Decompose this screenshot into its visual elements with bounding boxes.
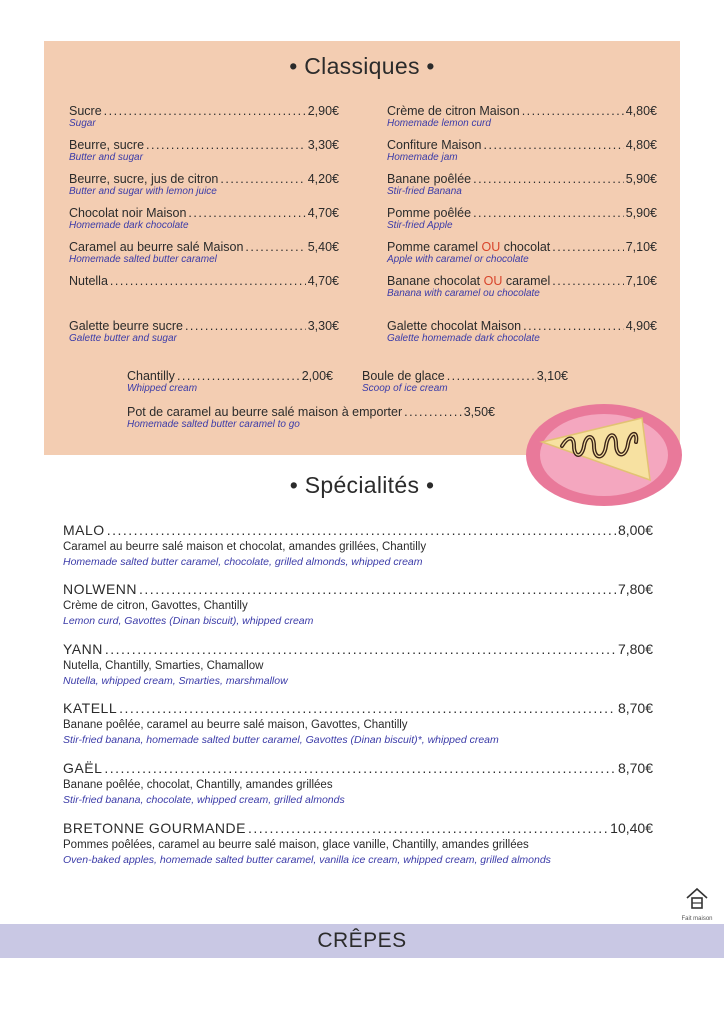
item-name: Crème de citron Maison: [387, 104, 520, 118]
item-price: 4,80€: [625, 138, 657, 152]
menu-item: [387, 104, 657, 129]
extra-item: [362, 369, 568, 394]
item-name: Galette beurre sucre: [69, 319, 183, 333]
specialty-item: [63, 581, 653, 629]
specialty-description: Pommes poêlées, caramel au beurre salé maison, glace vanille, Chantilly, amandes grillées: [63, 839, 529, 851]
specialty-english: Lemon curd, Gavottes (Dinan biscuit), whipped cream: [63, 615, 314, 627]
item-name: Banane poêlée: [387, 172, 472, 186]
specialty-description: Crème de citron, Gavottes, Chantilly: [63, 600, 248, 612]
item-english: Butter and sugar: [69, 152, 143, 163]
fait-maison-label: Fait maison: [681, 916, 713, 922]
specialty-name: MALO: [63, 522, 105, 538]
menu-item: [387, 240, 657, 265]
item-price: 4,70€: [307, 274, 339, 288]
crepes-footer-band: CRÊPES: [0, 924, 724, 958]
item-english: Whipped cream: [127, 383, 198, 394]
house-icon: [684, 886, 710, 910]
specialty-english: Oven-baked apples, homemade salted butter caramel, vanilla ice cream, whipped cream, grilled almonds: [63, 854, 551, 866]
or-word: OU: [481, 240, 501, 254]
menu-item: [69, 138, 339, 163]
item-english: Homemade lemon curd: [387, 118, 491, 129]
item-name: Pot de caramel au beurre salé maison à emporter: [127, 405, 403, 419]
item-english: Galette butter and sugar: [69, 333, 177, 344]
item-name: Nutella: [69, 274, 108, 288]
specialty-price: 8,00€: [617, 522, 653, 538]
specialty-english: Stir-fried banana, homemade salted butter caramel, Gavottes (Dinan biscuit)*, whipped cream: [63, 734, 499, 746]
or-word: OU: [483, 274, 503, 288]
item-name: Beurre, sucre: [69, 138, 145, 152]
item-price: 4,90€: [625, 319, 657, 333]
specialty-item: [63, 641, 653, 689]
specialty-description: Banane poêlée, caramel au beurre salé maison, Gavottes, Chantilly: [63, 719, 408, 731]
specialty-item: [63, 522, 653, 570]
specialites-title: • Spécialités •: [289, 472, 435, 498]
item-english: Banana with caramel ou chocolate: [387, 288, 540, 299]
menu-item: [69, 240, 339, 265]
specialty-english: Homemade salted butter caramel, chocolate, grilled almonds, whipped cream: [63, 556, 423, 568]
item-english: Scoop of ice cream: [362, 383, 448, 394]
item-name: Sucre: [69, 104, 102, 118]
specialty-price: 8,70€: [617, 760, 653, 776]
item-english: Homemade jam: [387, 152, 458, 163]
item-name: Confiture Maison: [387, 138, 482, 152]
item-english: Homemade salted butter caramel to go: [127, 419, 300, 430]
item-english: Homemade salted butter caramel: [69, 254, 217, 265]
classiques-title: • Classiques •: [289, 53, 435, 79]
menu-item: [387, 138, 657, 163]
item-name: Beurre, sucre, jus de citron: [69, 172, 219, 186]
item-price: 5,90€: [625, 206, 657, 220]
item-price: 5,90€: [625, 172, 657, 186]
item-english: Stir-fried Apple: [387, 220, 453, 231]
item-name: Caramel au beurre salé Maison: [69, 240, 244, 254]
menu-item: [69, 319, 339, 344]
specialty-price: 7,80€: [617, 641, 653, 657]
specialty-english: Nutella, whipped cream, Smarties, marshmallow: [63, 675, 288, 687]
menu-item: [387, 274, 657, 299]
menu-item: [69, 274, 339, 288]
specialty-price: 10,40€: [610, 820, 653, 836]
item-price: 3,10€: [536, 369, 568, 383]
specialty-description: Caramel au beurre salé maison et chocolat, amandes grillées, Chantilly: [63, 541, 427, 553]
menu-item: [69, 104, 339, 129]
item-english: Homemade dark chocolate: [69, 220, 189, 231]
item-english: Butter and sugar with lemon juice: [69, 186, 217, 197]
specialty-price: 7,80€: [617, 581, 653, 597]
specialty-name: YANN: [63, 641, 103, 657]
item-price: 4,70€: [307, 206, 339, 220]
menu-item: [69, 172, 339, 197]
item-english: Apple with caramel or chocolate: [387, 254, 529, 265]
item-price: 4,20€: [307, 172, 339, 186]
extra-item: [127, 369, 333, 394]
extra-item: [127, 405, 495, 430]
item-name: Banane chocolat OU caramel: [387, 274, 551, 288]
specialty-name: BRETONNE GOURMANDE: [63, 820, 246, 836]
item-price: 3,50€: [463, 405, 495, 419]
item-name: Pomme poêlée: [387, 206, 472, 220]
menu-item: [387, 172, 657, 197]
item-price: 3,30€: [307, 138, 339, 152]
item-price: 5,40€: [307, 240, 339, 254]
item-price: 2,00€: [301, 369, 333, 383]
item-price: 2,90€: [307, 104, 339, 118]
item-name: Chantilly: [127, 369, 175, 383]
item-english: Galette homemade dark chocolate: [387, 333, 540, 344]
item-price: 4,80€: [625, 104, 657, 118]
specialty-description: Nutella, Chantilly, Smarties, Chamallow: [63, 660, 264, 672]
fait-maison-logo: [678, 886, 716, 922]
specialty-item: [63, 760, 653, 808]
item-price: 7,10€: [625, 240, 657, 254]
specialty-price: 8,70€: [617, 700, 653, 716]
specialty-name: GAËL: [63, 760, 103, 776]
specialty-english: Stir-fried banana, chocolate, whipped cream, grilled almonds: [63, 794, 345, 806]
specialty-description: Banane poêlée, chocolat, Chantilly, amandes grillées: [63, 779, 333, 791]
item-name: Galette chocolat Maison: [387, 319, 522, 333]
specialty-name: KATELL: [63, 700, 118, 716]
menu-item: [387, 319, 657, 344]
item-english: Stir-fried Banana: [387, 186, 462, 197]
specialty-name: NOLWENN: [63, 581, 138, 597]
item-name: Chocolat noir Maison: [69, 206, 187, 220]
specialty-item: [63, 700, 653, 748]
menu-item: [69, 206, 339, 231]
menu-item: [387, 206, 657, 231]
item-english: Sugar: [69, 118, 96, 129]
item-name: Boule de glace: [362, 369, 445, 383]
classiques-section: [44, 41, 680, 455]
specialty-item: [63, 820, 653, 868]
item-price: 7,10€: [625, 274, 657, 288]
item-price: 3,30€: [307, 319, 339, 333]
item-name: Pomme caramel OU chocolat: [387, 240, 551, 254]
